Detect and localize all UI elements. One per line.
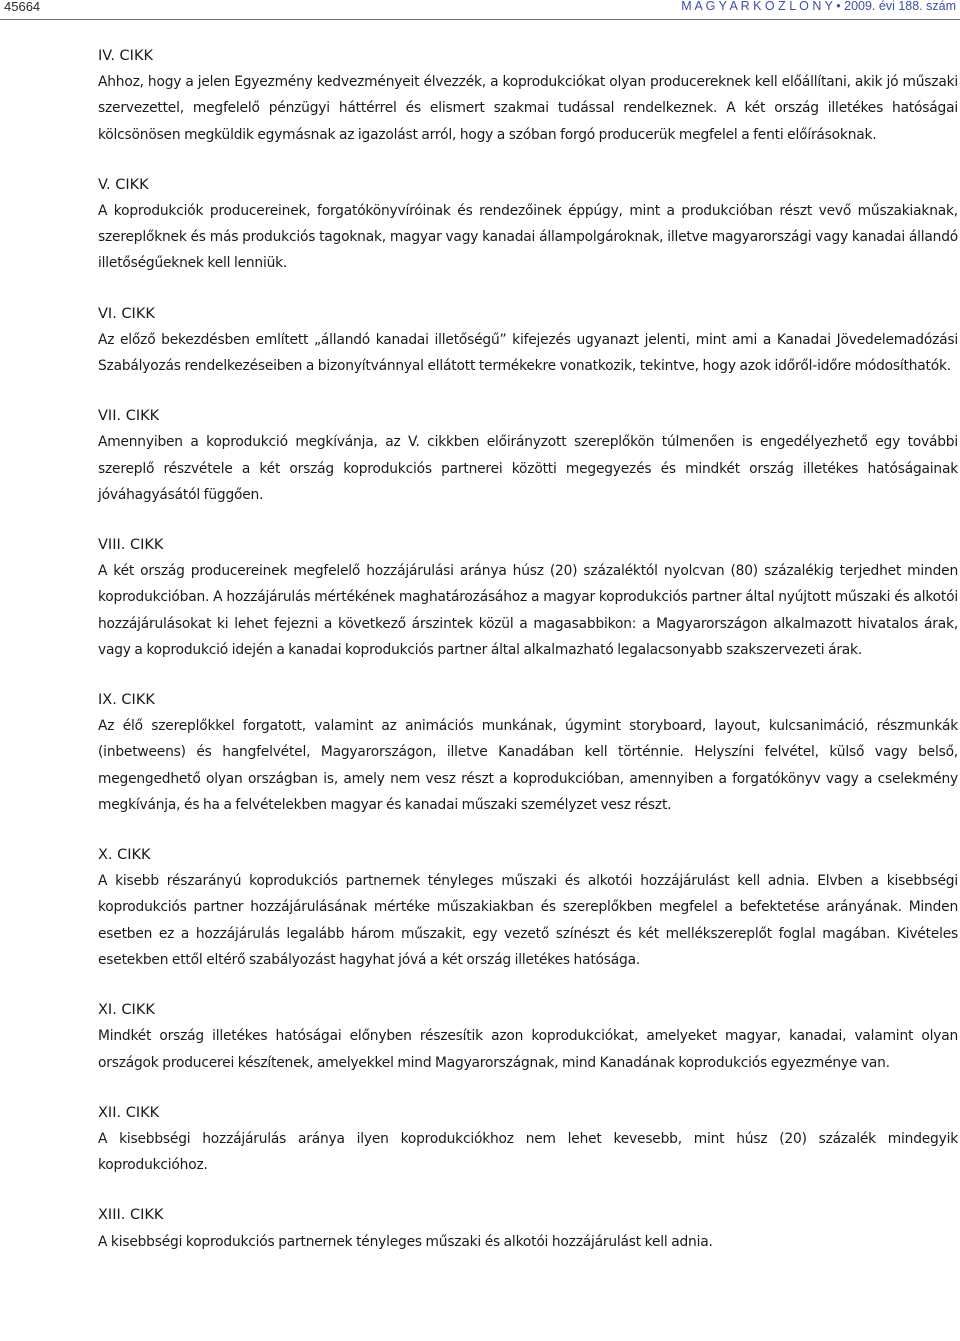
header-separator: •	[836, 0, 841, 13]
article-heading: X. CIKK	[98, 847, 151, 864]
article-text: A koprodukciók producereinek, forgatókönyvíróinak és rendezőinek éppúgy, mint a produkcióban részt vevő műszakiaknak, szereplőknek és más produkciós tagoknak, magyar vagy kanadai állampolgároknak, illetve magyarországi vagy kanadai állandó illetőségűeknek kell lenniük.	[98, 203, 958, 272]
article-heading: XII. CIKK	[98, 1104, 160, 1121]
page-header	[0, 0, 960, 20]
article-text: A kisebb részarányú koprodukciós partnernek tényleges műszaki és alkotói hozzájárulást kell adnia. Elvben a kisebbségi koprodukciós partner hozzájárulásának mértéke műszakiakban és szereplőkben megfelel a befektetése arányának. Minden esetben ez a hozzájárulás legalább három műszakit, egy vezető színészt és két mellékszereplőt foglal magában. Kivételes esetekben ettől eltérő szabályozást hagyhat jóvá a két ország illetékes hatósága.	[98, 873, 958, 968]
article-vii	[98, 403, 958, 508]
article-xiii	[98, 1202, 958, 1254]
article-vi	[98, 301, 958, 380]
article-iv	[98, 43, 958, 148]
journal-title: M A G Y A R K Ö Z L Ö N Y	[681, 0, 833, 13]
article-text: Amennyiben a koprodukció megkívánja, az V. cikkben előirányzott szereplőkön túlmenően is engedélyezhető egy további szereplő részvétele a két ország koprodukciós partnerei közötti megegyezés és mindkét ország illetékes hatóságainak jóváhagyásától függően.	[98, 434, 958, 503]
article-text: Az előző bekezdésben említett „állandó kanadai illetőségű” kifejezés ugyanazt jelenti, mint ami a Kanadai Jövedelemadózási Szabályozás rendelkezéseiben a bizonyítvánnyal ellátott termékekre vonatkozik, tekintve, hogy azok időről-időre módosíthatók.	[98, 331, 958, 375]
article-text: A kisebbségi hozzájárulás aránya ilyen koprodukciókhoz nem lehet kevesebb, mint húsz (20) százalék mindegyik koprodukcióhoz.	[98, 1130, 958, 1174]
article-viii	[98, 532, 958, 663]
article-xii	[98, 1100, 958, 1179]
document-body	[98, 43, 958, 1279]
article-heading: VII. CIKK	[98, 408, 160, 425]
article-heading: IX. CIKK	[98, 692, 155, 709]
article-x	[98, 842, 958, 973]
article-ix	[98, 687, 958, 818]
article-text: A kisebbségi koprodukciós partnernek tényleges műszaki és alkotói hozzájárulást kell adnia.	[98, 1233, 713, 1250]
article-text: Ahhoz, hogy a jelen Egyezmény kedvezményeit élvezzék, a koprodukciókat olyan producereknek kell előállítani, akik jó műszaki szervezettel, megfelelő pénzügyi háttérrel és elismert szakmai tudással rendelkeznek. A két ország illetékes hatóságai kölcsönösen megküldik egymásnak az igazolást arról, hogy a szóban forgó producerük megfelel a fenti előírásoknak.	[98, 74, 958, 143]
article-heading: XI. CIKK	[98, 1002, 155, 1019]
article-heading: IV. CIKK	[98, 48, 153, 64]
article-heading: VIII. CIKK	[98, 537, 164, 554]
header-rule	[0, 19, 960, 20]
article-xi	[98, 997, 958, 1076]
article-text: Az élő szereplőkkel forgatott, valamint az animációs munkának, úgymint storyboard, layout, kulcsanimáció, részmunkák (inbetweens) és hangfelvétel, Magyarországon, illetve Kanadában kell történnie. Helyszíni felvétel, külső vagy belső, megengedhető olyan országban is, amely nem vesz részt a koprodukcióban, amennyiben a forgatókönyv vagy a cselekmény megkívánja, és ha a felvételekben magyar és kanadai műszaki személyzet vesz részt.	[98, 718, 958, 813]
issue-label: 2009. évi 188. szám	[844, 0, 956, 13]
article-heading: XIII. CIKK	[98, 1207, 164, 1224]
article-heading: VI. CIKK	[98, 305, 155, 322]
running-head	[681, 0, 956, 13]
article-v	[98, 172, 958, 277]
article-heading: V. CIKK	[98, 176, 149, 193]
page-number: 45664	[4, 0, 41, 14]
article-text: A két ország producereinek megfelelő hozzájárulási aránya húsz (20) százaléktól nyolcvan (80) százalékig terjedhet minden koprodukcióban. A hozzájárulás mértékének maghatározásához a magyar koprodukciós partner által nyújtott műszaki és alkotói hozzájárulásokat ki lehet fejezni a következő árszintek közül a magasabbikon: a Magyarországon alkalmazott hivatalos árak, vagy a koprodukció idején a kanadai koprodukciós partner által alkalmazható legalacsonyabb szakszervezeti árak.	[98, 563, 958, 658]
article-text: Mindkét ország illetékes hatóságai előnyben részesítik azon koprodukciókat, amelyeket magyar, kanadai, valamint olyan országok producerei készítenek, amelyekkel mind Magyarországnak, mind Kanadának koprodukciós egyezménye van.	[98, 1028, 958, 1071]
